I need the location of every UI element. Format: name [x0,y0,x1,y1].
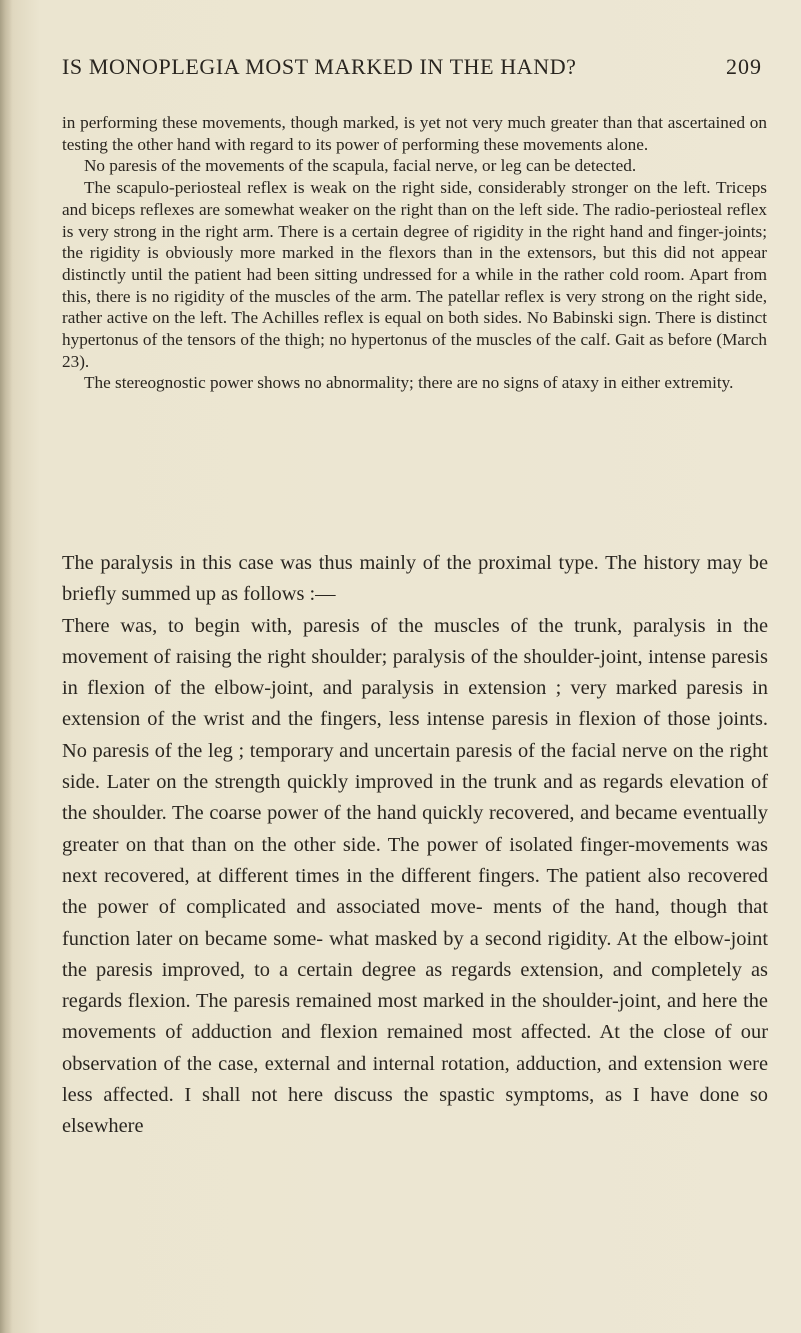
paragraph-continuation: in performing these movements, though marked, is yet not very much greater than that ascertained on testing the other hand with regard to its power of performing these movements alone. [62,113,767,154]
paragraph-no-paresis: No paresis of the movements of the scapula, facial nerve, or leg can be detected. [84,156,637,176]
paragraph-history: There was, to begin with, paresis of the muscles of the trunk, paralysis in the movement of raising the right shoulder; paralysis of the shoulder-joint, intense paresis in flexion of the elbow-joint, and paralysis in extension ; very marked paresis in extension of the wrist and the fingers, less intense paresis in flexion of those joints. No paresis of the leg ; temporary and uncertain paresis of the facial nerve on the right side. Later on the strength quickly improved in the trunk and as regards elevation of the shoulder. The coarse power of the hand quickly recovered, and became eventually greater on that than on the other side. The power of isolated finger-movements was next recovered, at different times in the different fingers. The patient also recovered the power of complicated and associated move- ments of the hand, though that function later on became some- what masked by a second rigidity. At the elbow-joint the paresis improved, to a certain degree as regards extension, and completely as regards flexion. The paresis remained most marked in the shoulder-joint, and here the movements of adduction and flexion remained most affected. At the close of our observation of the case, external and internal rotation, adduction, and extension were less affected. I shall not here discuss the spastic symptoms, as I have done so elsewhere [62,614,768,1138]
main-body-text [62,548,768,1143]
case-notes-small-type [62,112,767,394]
page-number: 209 [726,54,762,79]
paragraph-summary-intro: The paralysis in this case was thus mainly of the proximal type. The history may be briefly summed up as follows :— [62,552,768,606]
running-head [62,54,762,94]
running-title: IS MONOPLEGIA MOST MARKED IN THE HAND? [62,54,577,79]
paragraph-stereognostic: The stereognostic power shows no abnormality; there are no signs of ataxy in either extremity. [84,373,734,393]
binding-shadow [0,0,12,1333]
paragraph-reflexes: The scapulo-periosteal reflex is weak on the right side, considerably stronger on the left. Triceps and biceps reflexes are somewhat weaker on the right than on the left side. The radio-periosteal reflex is very strong in the right arm. There is a certain degree of rigidity in the right hand and finger-joints; the rigidity is obviously more marked in the flexors than in the extensors, but this did not appear distinctly until the patient had been sitting undressed for a while in the rather cold room. Apart from this, there is no rigidity of the muscles of the arm. The patellar reflex is very strong on the right side, rather active on the left. The Achilles reflex is equal on both sides. No Babinski sign. There is distinct hypertonus of the tensors of the thigh; no hypertonus of the muscles of the calf. Gait as before (March 23). [62,178,767,371]
